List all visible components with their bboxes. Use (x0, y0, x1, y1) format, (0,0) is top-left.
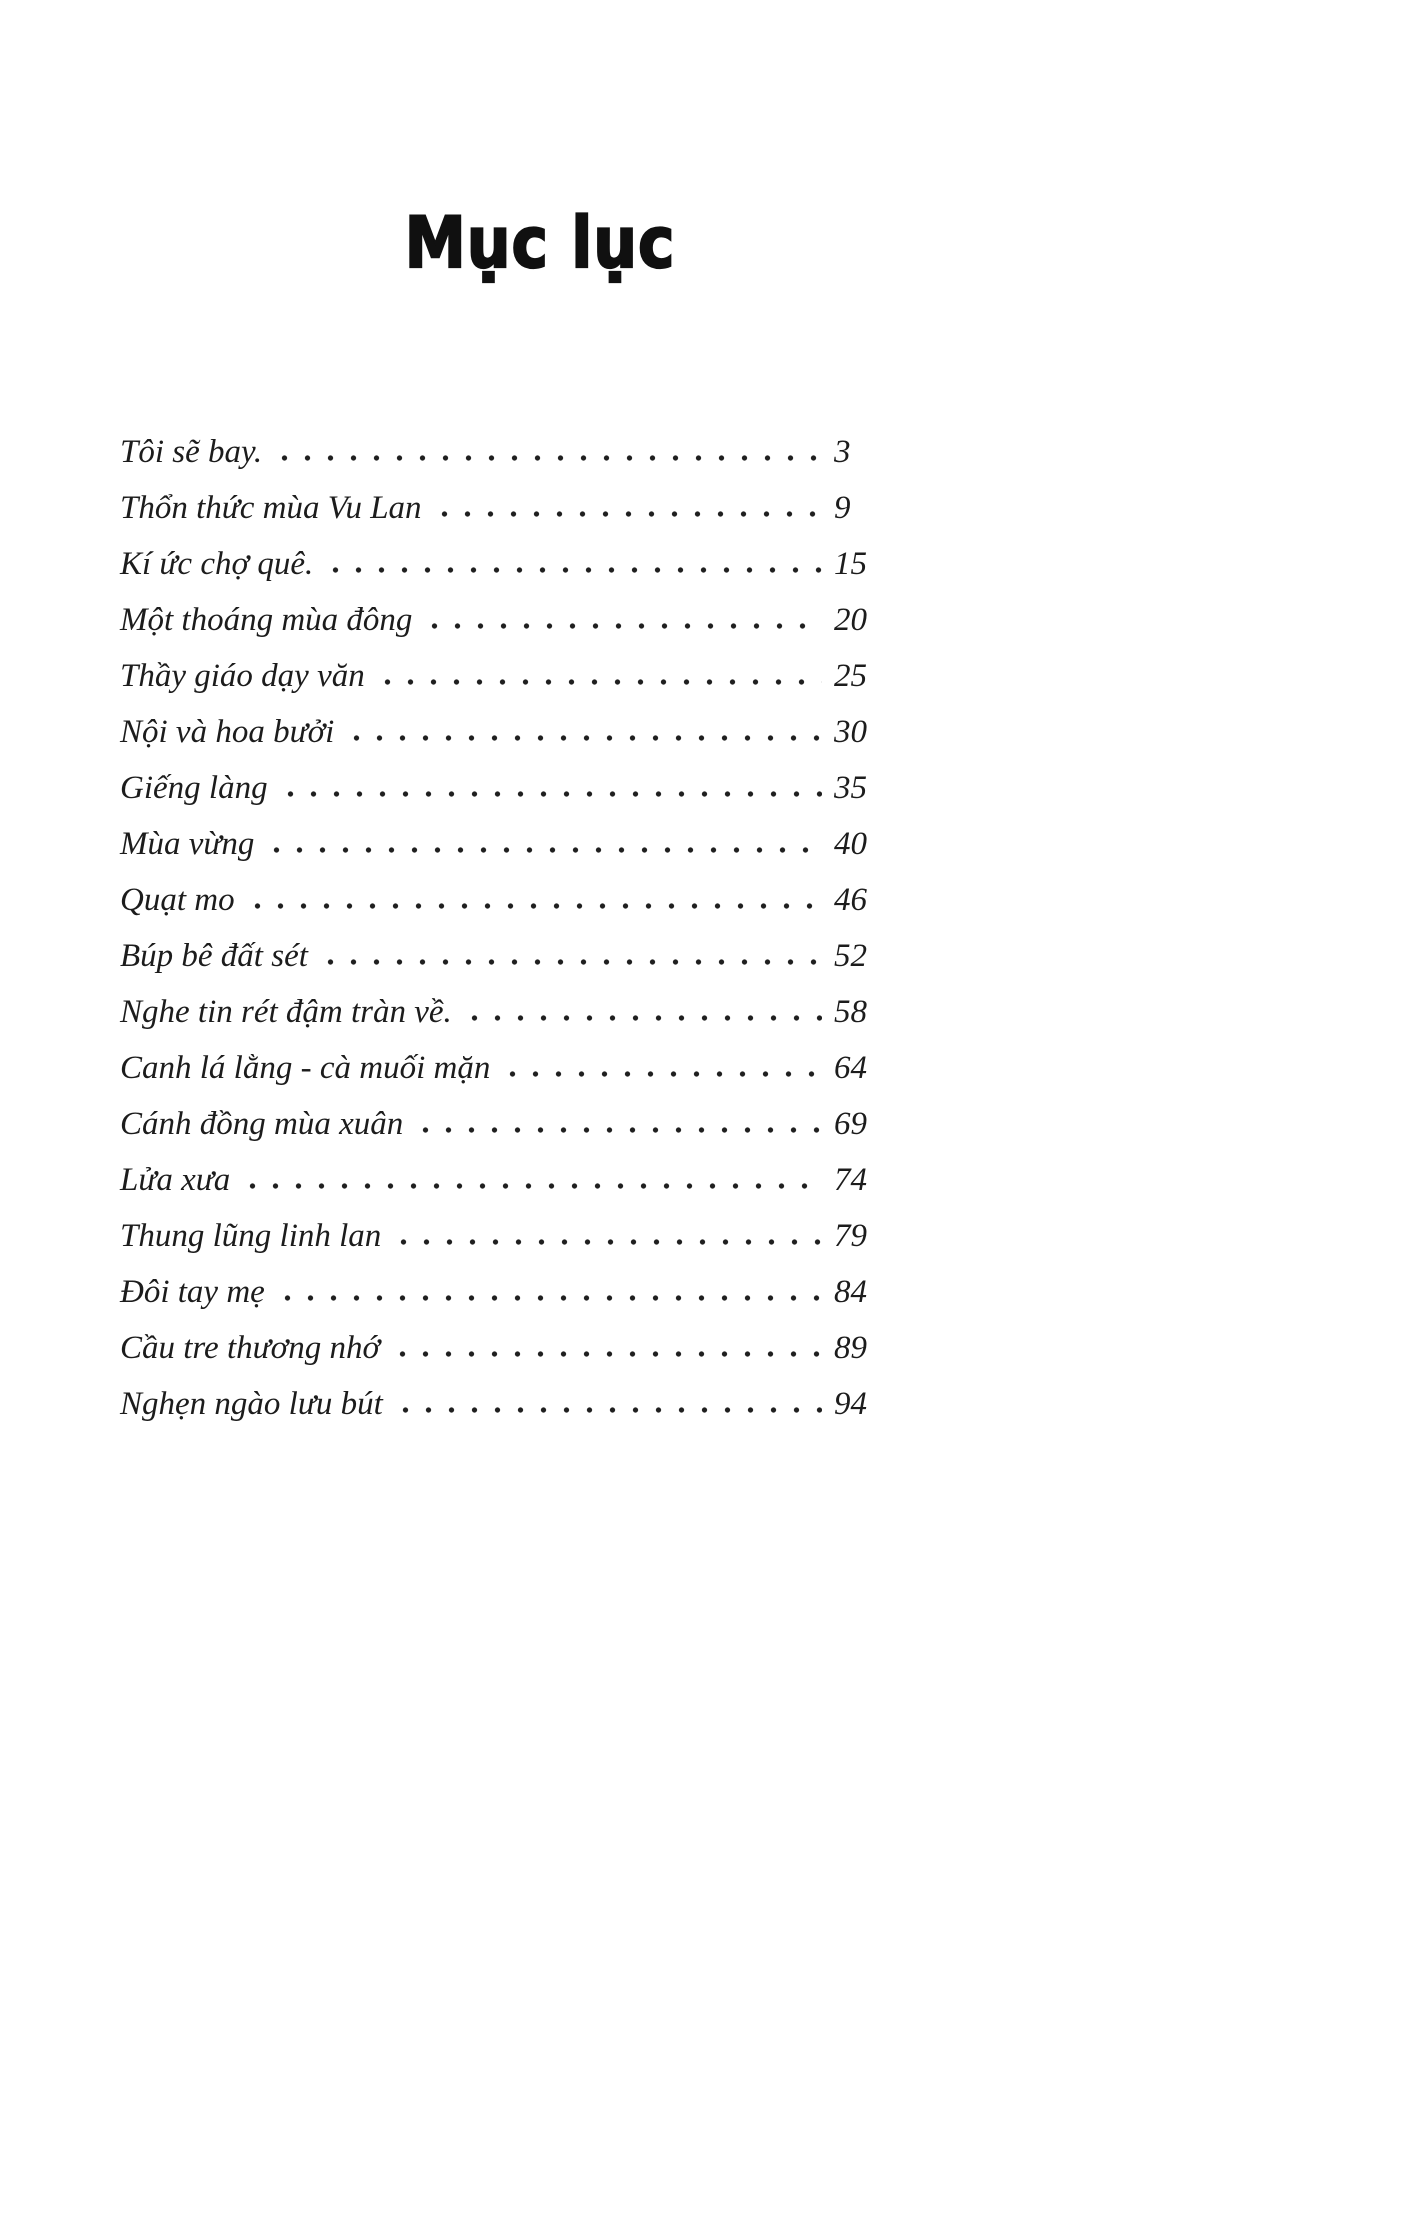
toc-list (120, 424, 878, 1432)
dot-leader (423, 622, 822, 630)
toc-entry-title: Mùa vừng (120, 826, 255, 862)
toc-entry (120, 760, 878, 816)
toc-entry (120, 704, 878, 760)
toc-entry-title: Quạt mo (120, 882, 235, 918)
toc-entry-page-number: 69 (834, 1106, 867, 1142)
toc-entry-title: Nghe tin rét đậm tràn về. (120, 994, 452, 1030)
dot-leader (345, 734, 822, 742)
toc-entry (120, 592, 878, 648)
toc-entry (120, 424, 878, 480)
toc-entry (120, 1040, 878, 1096)
toc-entry (120, 648, 878, 704)
toc-entry-page-number: 3 (834, 434, 851, 470)
toc-entry (120, 872, 878, 928)
dot-leader (279, 790, 822, 798)
toc-entry-title: Cầu tre thương nhớ (120, 1330, 381, 1366)
toc-entry (120, 1264, 878, 1320)
toc-entry-page-number: 9 (834, 490, 851, 526)
toc-entry-page-number: 79 (834, 1218, 867, 1254)
toc-entry-title: Thung lũng linh lan (120, 1218, 382, 1254)
toc-entry (120, 816, 878, 872)
dot-leader (433, 510, 822, 518)
toc-entry-page-number: 58 (834, 994, 867, 1030)
toc-entry-title: Thổn thức mùa Vu Lan (120, 490, 422, 526)
toc-entry-page-number: 15 (834, 546, 867, 582)
dot-leader (392, 1238, 822, 1246)
toc-entry-title: Canh lá lằng - cà muối mặn (120, 1050, 491, 1086)
dot-leader (241, 1182, 822, 1190)
toc-entry-page-number: 52 (834, 938, 867, 974)
dot-leader (463, 1014, 822, 1022)
toc-entry-title: Búp bê đất sét (120, 938, 308, 974)
toc-entry-title: Giếng làng (120, 770, 268, 806)
toc-entry-title: Thầy giáo dạy văn (120, 658, 365, 694)
toc-entry-page-number: 35 (834, 770, 867, 806)
dot-leader (376, 678, 822, 686)
toc-entry (120, 984, 878, 1040)
toc-entry-title: Nội và hoa bưởi (120, 714, 335, 750)
dot-leader (414, 1126, 822, 1134)
toc-entry-page-number: 20 (834, 602, 867, 638)
page-title: Mục lục (404, 202, 676, 284)
toc-entry-title: Một thoáng mùa đông (120, 602, 413, 638)
toc-entry-title: Nghẹn ngào lưu bút (120, 1386, 383, 1422)
toc-entry-title: Kí ức chợ quê. (120, 546, 314, 582)
toc-entry-page-number: 30 (834, 714, 867, 750)
toc-entry (120, 1152, 878, 1208)
toc-entry-title: Lửa xưa (120, 1162, 231, 1198)
toc-entry (120, 1376, 878, 1432)
toc-entry-page-number: 84 (834, 1274, 867, 1310)
toc-entry (120, 536, 878, 592)
toc-entry-page-number: 89 (834, 1330, 867, 1366)
toc-entry (120, 1096, 878, 1152)
dot-leader (391, 1350, 822, 1358)
dot-leader (246, 902, 822, 910)
toc-entry (120, 480, 878, 536)
toc-entry-page-number: 74 (834, 1162, 867, 1198)
toc-entry-page-number: 46 (834, 882, 867, 918)
dot-leader (324, 566, 822, 574)
toc-entry (120, 1320, 878, 1376)
toc-entry (120, 1208, 878, 1264)
dot-leader (501, 1070, 822, 1078)
dot-leader (265, 846, 822, 854)
toc-entry-title: Tôi sẽ bay. (120, 434, 263, 470)
toc-entry-page-number: 64 (834, 1050, 867, 1086)
dot-leader (273, 454, 822, 462)
dot-leader (394, 1406, 822, 1414)
dot-leader (276, 1294, 822, 1302)
toc-entry-page-number: 94 (834, 1386, 867, 1422)
toc-entry-title: Đôi tay mẹ (120, 1274, 265, 1310)
toc-entry-title: Cánh đồng mùa xuân (120, 1106, 404, 1142)
toc-entry-page-number: 25 (834, 658, 867, 694)
dot-leader (319, 958, 822, 966)
toc-entry (120, 928, 878, 984)
toc-entry-page-number: 40 (834, 826, 867, 862)
